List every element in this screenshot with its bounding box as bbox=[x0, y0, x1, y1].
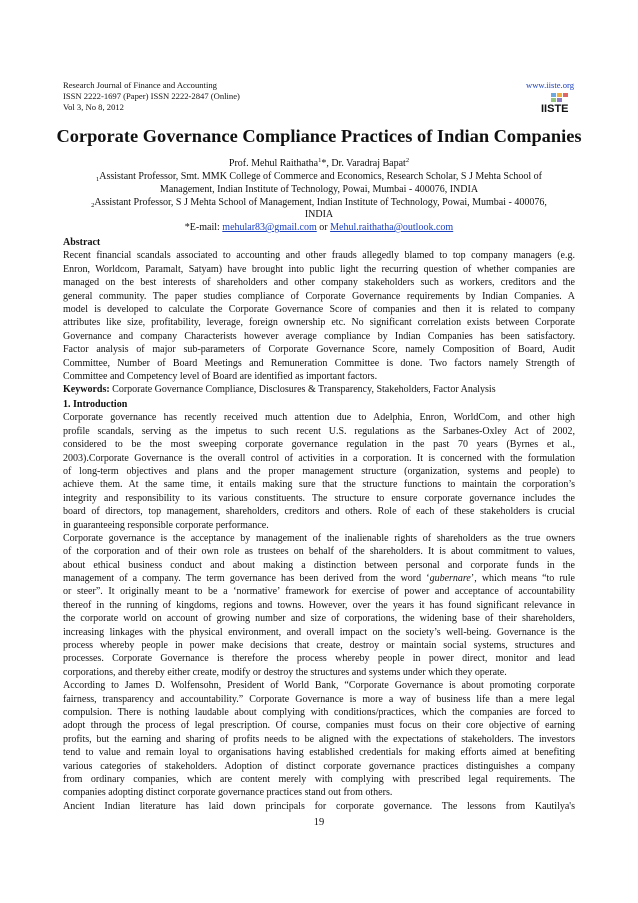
journal-issn: ISSN 2222-1697 (Paper) ISSN 2222-2847 (Online) bbox=[63, 91, 240, 102]
text-line: Ancient Indian literature has laid down principals for corporate governance. The lessons from Kautilya's bbox=[63, 800, 575, 812]
email-link-2[interactable]: Mehul.raithatha@outlook.com bbox=[330, 222, 454, 233]
text-line: achieve them. At the same time, it entails making sure that the structure functions to maintain the corporation’s bbox=[63, 479, 575, 491]
abstract-line: Committee, Number of Board Meetings and Remuneration Committee is done. Two factors namely Strength of bbox=[63, 357, 575, 369]
text-line: of long-term objectives and plans and the proper management structure (organization, systems and people) to bbox=[63, 465, 575, 477]
text-line: integrity and responsibility to its various constituents. The structure to ensure corporate governance includes the bbox=[63, 492, 575, 504]
abstract-line: Recent financial scandals associated to accounting and other frauds allegedly blamed to top company managers (e.g. bbox=[63, 250, 575, 262]
italic-term: gubernare bbox=[429, 573, 471, 585]
affiliation-2 bbox=[40, 197, 598, 209]
journal-name: Research Journal of Finance and Accounting bbox=[63, 80, 217, 90]
abstract-line: general community. The paper studies compliance of Corporate Governance requirements by Indian Companies. A bbox=[63, 290, 575, 302]
text-line: Corporate governance has recently received much attention due to Adelphia, Enron, WorldCom, and other high bbox=[63, 412, 575, 424]
affiliation-1 bbox=[40, 171, 598, 183]
affiliation-1-cont: Management, Indian Institute of Technology, Powai, Mumbai - 400076, INDIA bbox=[159, 184, 479, 195]
text-line: tend to value and remain loyal to organisations having established credentials for making efforts aimed at benefiting bbox=[63, 747, 575, 759]
text-line bbox=[63, 572, 575, 585]
page-number: 19 bbox=[313, 817, 325, 828]
text-line: compulsion. There is nothing laudable about complying with conditions/practices, which the companies are forced to bbox=[63, 706, 575, 718]
keywords-line bbox=[63, 383, 575, 396]
author-2: *, Dr. Varadraj Bapat bbox=[321, 158, 406, 169]
text-line: board of directors, top management, shareholders, creditors and others. Role of each of these stakeholders is crucial bbox=[63, 506, 575, 518]
affiliation-2-cont: INDIA bbox=[304, 209, 334, 220]
abstract-line: model is developed to calculate the Corporate Governance Score of companies and then it is related to company bbox=[63, 303, 575, 315]
text-line: Corporate governance is the acceptance by management of the inalienable rights of shareholders as the true owners bbox=[63, 532, 575, 544]
text-line: profile scandals, serving as the impetus to such recent U.S. regulations as the Sarbanes-Oxley Act of 2002, bbox=[63, 425, 575, 437]
abstract-section bbox=[63, 236, 575, 397]
author-1: Prof. Mehul Raithatha bbox=[228, 158, 319, 169]
keywords-text: Corporate Governance Compliance, Disclosures & Transparency, Stakeholders, Factor Analysis bbox=[109, 384, 496, 396]
keywords-label: Keywords: bbox=[63, 384, 110, 396]
email-line bbox=[40, 222, 598, 233]
abstract-line: Governance and company Characterists however average compliance by Indian Companies has been satisfactory. bbox=[63, 330, 575, 342]
text-span: ’, which means “to rule bbox=[470, 573, 575, 585]
journal-volume: Vol 3, No 8, 2012 bbox=[63, 102, 124, 113]
text-line: process whereby people in power make decisions that create, destroy or maintain social systems, structures and bbox=[63, 640, 575, 652]
paper-title: Corporate Governance Compliance Practices of Indian Companies bbox=[56, 126, 582, 146]
text-span: management of a company. The term governance has been derived from the word ‘ bbox=[63, 573, 430, 585]
authors-line bbox=[40, 158, 598, 169]
text-line: processes. Corporate Governance is therefore the process whereby people in power direct, monitor and lead bbox=[63, 653, 575, 665]
text-line: 2003).Corporate Governance is the overall control of activities in a corporation. It is concerned with the formulation bbox=[63, 452, 575, 464]
affiliation-2-text: Assistant Professor, S J Mehta School of Management, Indian Institute of Technology, Powai, Mumbai - 400076, bbox=[94, 197, 547, 208]
text-line: profits, but the earning and sharing of profits needs to be aligned with the expectations of stakeholders. The investors bbox=[63, 733, 575, 745]
text-line: in guaranteeing responsible corporate performance. bbox=[63, 519, 269, 531]
text-line: fairness, transparency and accountability.” Corporate Governance is more a way of business life than a mere legal bbox=[63, 693, 575, 705]
abstract-heading: Abstract bbox=[63, 237, 101, 248]
abstract-line: attributes like size, profitability, leverage, foreign ownership etc. No significant correlation exists between Corporate bbox=[63, 317, 575, 329]
introduction-section bbox=[63, 398, 575, 813]
affiliation-1-text: Assistant Professor, Smt. MMK College of Commerce and Economics, Research Scholar, S J Mehta School of bbox=[99, 171, 542, 182]
journal-url[interactable]: www.iiste.org bbox=[526, 80, 574, 90]
abstract-line: Factor analysis of major sub-parameters of Corporate Governance Score, namely Composition of Board, Audit bbox=[63, 344, 575, 356]
affiliation-2-mark: 2 bbox=[91, 202, 95, 209]
author-2-mark: 2 bbox=[405, 157, 410, 164]
text-line: corporations, and thereby either create, modify or destroy the structures and systems under which they operate. bbox=[63, 666, 507, 678]
text-line: various categories of stakeholders. Adoption of distinct corporate governance practices distinguishes a company bbox=[63, 760, 575, 772]
text-line: of the corporation and of their own role as trustees on behalf of the shareholders. It is about commitment to values, bbox=[63, 546, 575, 558]
text-line: from ordinary companies, which are content merely with complying with prescribed legal requirements. The bbox=[63, 773, 575, 785]
author-1-mark: 1 bbox=[318, 157, 322, 164]
abstract-line: managed on the best interests of shareholders and other company stakeholders such as workers, creditors and the bbox=[63, 277, 575, 289]
email-prefix: *E-mail: bbox=[184, 222, 223, 233]
text-line: According to James D. Wolfensohn, President of World Bank, “Corporate Governance is about promoting corporate bbox=[63, 680, 575, 692]
text-line: adopt through the process of legal prescription. Of course, companies must focus on their core objective of earning bbox=[63, 720, 575, 732]
abstract-line: Enron, Worldcom, Paramalt, Satyam) have brought into public light the recurring question of whether companies are bbox=[63, 263, 575, 275]
abstract-line: Committee and Competency level of Board are identified as important factors. bbox=[63, 370, 378, 382]
text-line: about ethical business conduct and about making a distinction between personal and corporate funds in the bbox=[63, 559, 575, 571]
text-line: increasing linkages with the physical environment, and overall impact on the society’s well-being. Governance is the bbox=[63, 626, 575, 638]
affiliation-1-mark: 1 bbox=[96, 176, 100, 183]
svg-text:IISTE: IISTE bbox=[541, 103, 569, 114]
section-heading: 1. Introduction bbox=[63, 399, 128, 410]
iiste-logo bbox=[540, 92, 574, 114]
text-line: thereof in the running of kingdoms, regions and towns. However, over the years it has found significant relevance in bbox=[63, 599, 575, 611]
text-line: or steer”. It originally meant to be a ‘normative’ framework for exercise of power and acceptance of accountability bbox=[63, 586, 575, 598]
text-line: companies adopting distinct corporate governance practices stand out from others. bbox=[63, 787, 393, 799]
email-separator: or bbox=[316, 222, 331, 233]
text-line: considered to be the most sweeping corporate governance regulation in the past 70 years (Byrnes et al., bbox=[63, 439, 575, 451]
text-line: the corporate world on account of growing number and size of corporations, the widening base of their shareholders, bbox=[63, 613, 575, 625]
email-link-1[interactable]: mehular83@gmail.com bbox=[222, 222, 317, 233]
journal-header bbox=[63, 80, 240, 114]
